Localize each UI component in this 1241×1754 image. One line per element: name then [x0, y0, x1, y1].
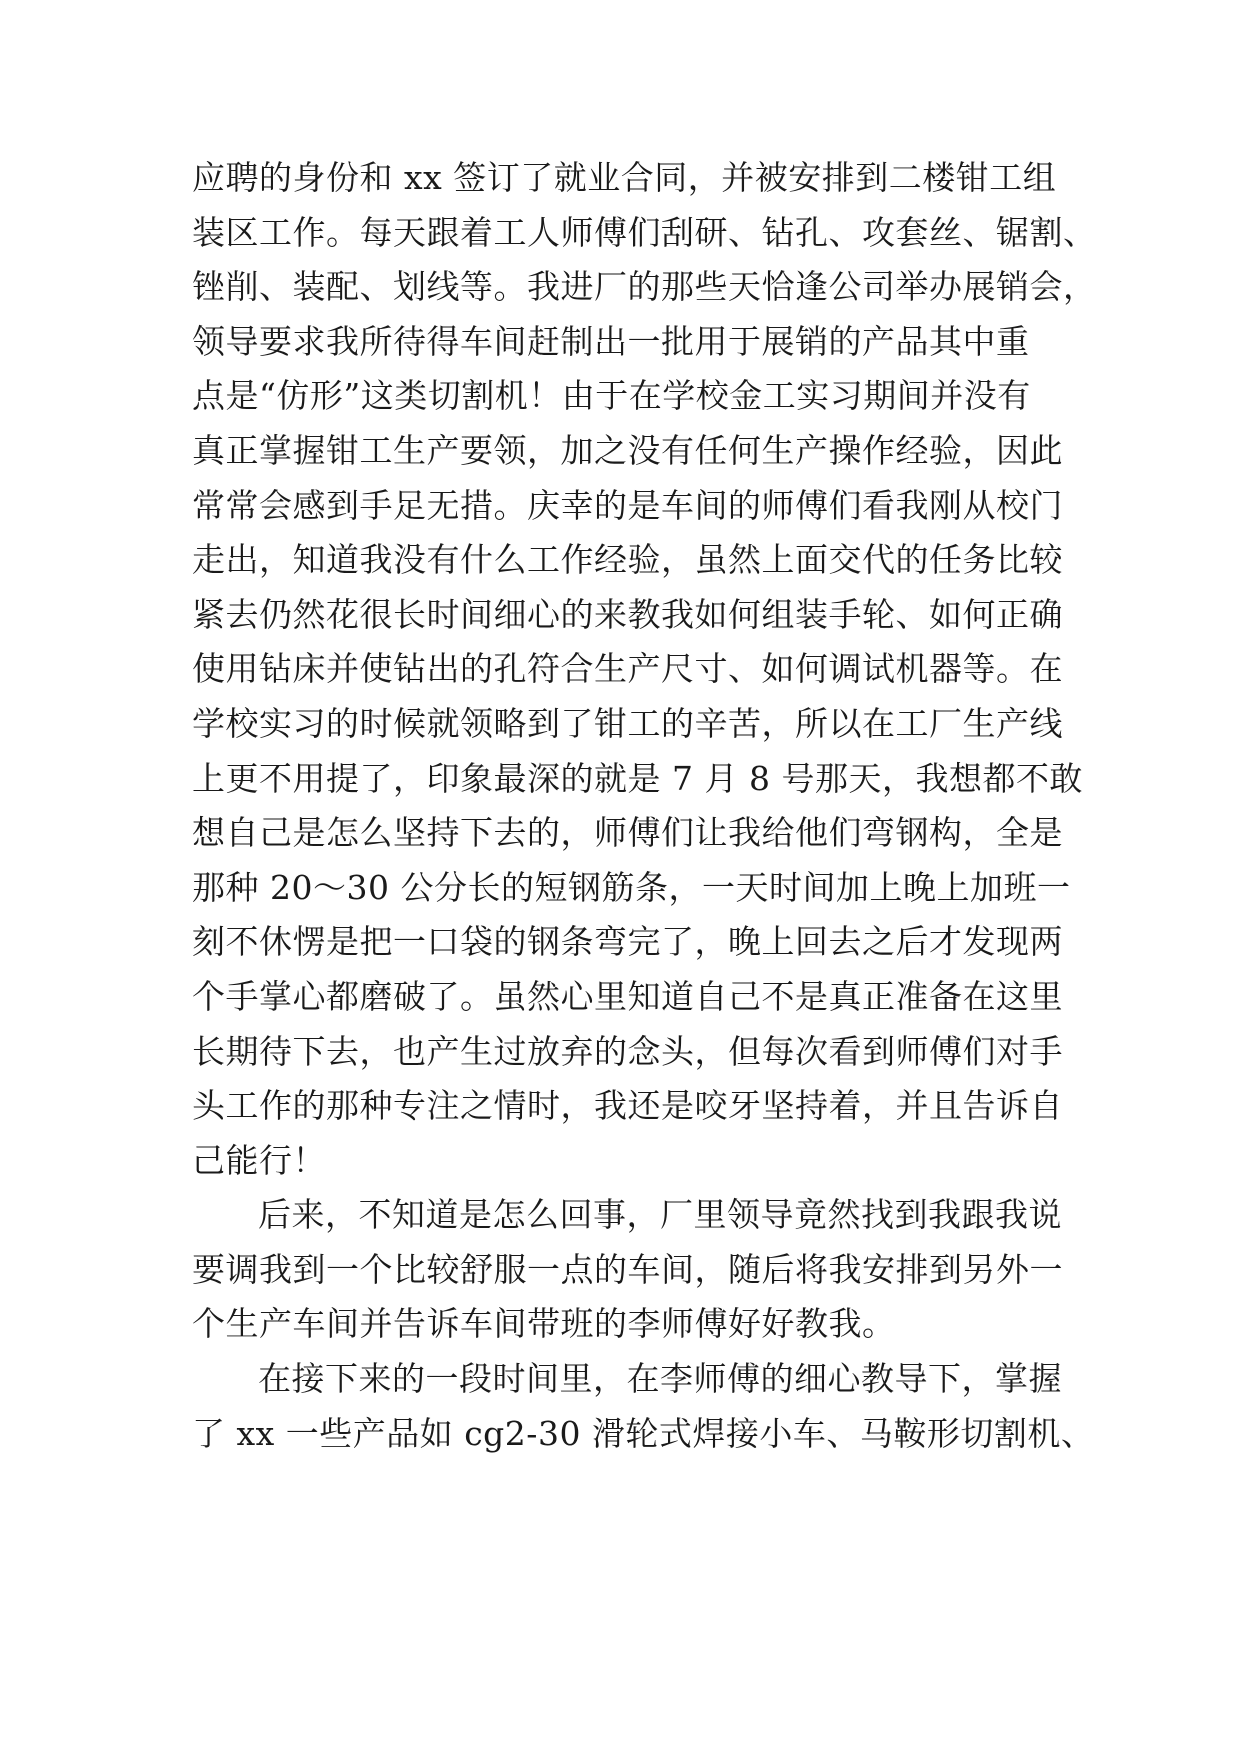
- text-line: 紧去仍然花很长时间细心的来教我如何组装手轮、如何正确: [192, 594, 1063, 634]
- text-line: 头工作的那种专注之情时，我还是咬牙坚持着，并且告诉自: [192, 1086, 1063, 1126]
- text-line: 使用钻床并使钻出的孔符合生产尺寸、如何调试机器等。在: [192, 649, 1063, 689]
- text-line: 要调我到一个比较舒服一点的车间，随后将我安排到另外一: [192, 1249, 1063, 1289]
- text-line: 个手掌心都磨破了。虽然心里知道自己不是真正准备在这里: [192, 976, 1063, 1016]
- text-line: 真正掌握钳工生产要领，加之没有任何生产操作经验，因此: [192, 430, 1063, 470]
- text-line: 常常会感到手足无措。庆幸的是车间的师傅们看我刚从校门: [192, 485, 1063, 525]
- paragraph-start-line: 后来，不知道是怎么回事，厂里领导竟然找到我跟我说: [258, 1195, 1062, 1235]
- body-text: [192, 151, 1097, 1461]
- text-line: 点是“仿形”这类切割机！由于在学校金工实习期间并没有: [192, 376, 1031, 416]
- text-line: 领导要求我所待得车间赶制出一批用于展销的产品其中重: [192, 321, 1030, 361]
- text-line: 想自己是怎么坚持下去的，师傅们让我给他们弯钢构，全是: [192, 813, 1063, 853]
- text-line: 应聘的身份和 xx 签订了就业合同，并被安排到二楼钳工组: [192, 158, 1057, 197]
- text-line: 走出，知道我没有什么工作经验，虽然上面交代的任务比较: [192, 540, 1063, 580]
- text-line: 己能行！: [192, 1140, 326, 1180]
- text-line: 刻不休愣是把一口袋的钢条弯完了，晚上回去之后才发现两: [192, 922, 1063, 962]
- text-line: 学校实习的时候就领略到了钳工的辛苦，所以在工厂生产线: [192, 703, 1063, 743]
- text-line: 长期待下去，也产生过放弃的念头，但每次看到师傅们对手: [192, 1031, 1063, 1071]
- paragraph-start-line: 在接下来的一段时间里，在李师傅的细心教导下，掌握: [258, 1359, 1062, 1399]
- text-line: 锉削、装配、划线等。我进厂的那些天恰逢公司举办展销会，: [192, 267, 1097, 307]
- text-line: 个生产车间并告诉车间带班的李师傅好好教我。: [192, 1304, 896, 1344]
- text-line: 了 xx 一些产品如 cg2-30 滑轮式焊接小车、马鞍形切割机、: [192, 1413, 1095, 1453]
- text-line: 那种 20～30 公分长的短钢筋条，一天时间加上晚上加班一: [192, 867, 1071, 907]
- text-line: 装区工作。每天跟着工人师傅们刮研、钻孔、攻套丝、锯割、: [192, 212, 1097, 252]
- text-line: 上更不用提了，印象最深的就是 7 月 8 号那天，我想都不敢: [192, 758, 1083, 798]
